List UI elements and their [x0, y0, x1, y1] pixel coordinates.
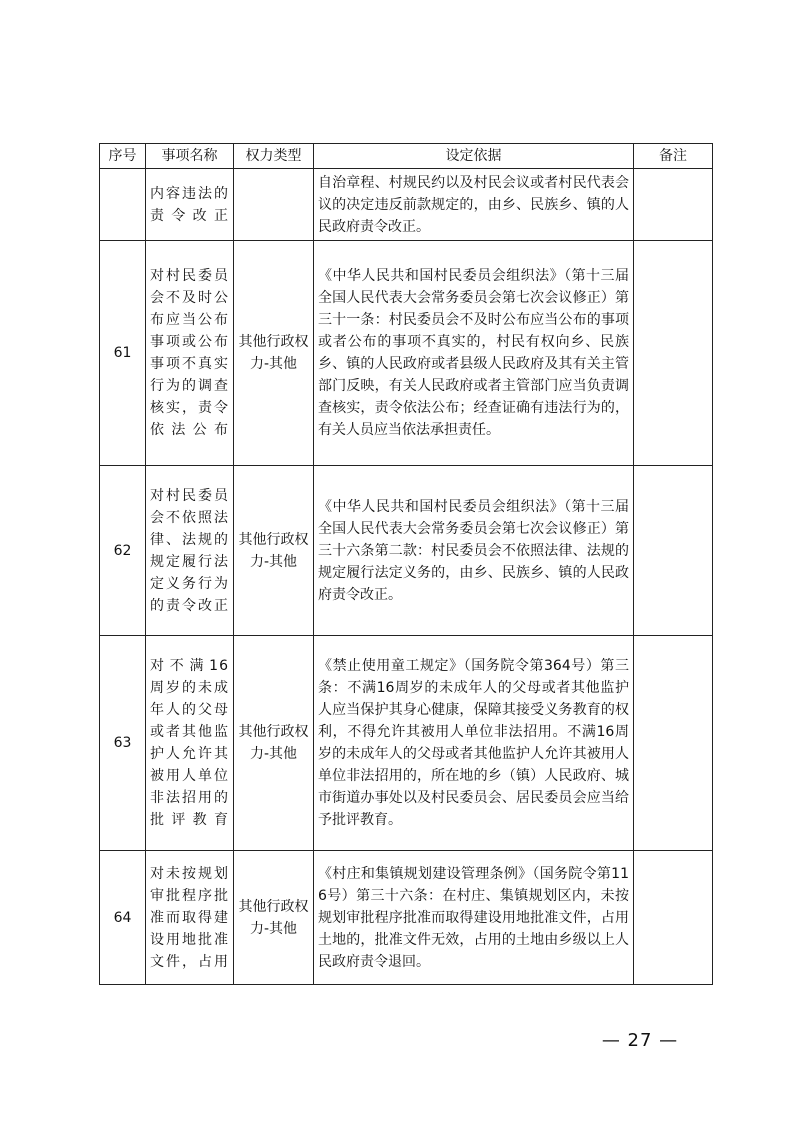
row-power-type [234, 169, 314, 241]
table-row [100, 466, 713, 636]
row-legal-basis: 《中华人民共和国村民委员会组织法》（第十三届全国人民代表大会常务委员会第七次会议修正）第三十六条第二款：村民委员会不依照法律、法规的规定履行法定义务的，由乡、民族乡、镇的人民政府责令改正。 [314, 466, 634, 636]
row-item-name: 对村民委员会不依照法律、法规的规定履行法定义务行为的责令改正 [146, 466, 234, 636]
row-remarks [634, 466, 713, 636]
table-row [100, 851, 713, 985]
row-legal-basis: 《村庄和集镇规划建设管理条例》（国务院令第116号）第三十六条：在村庄、集镇规划区内，未按规划审批程序批准而取得建设用地批准文件，占用土地的，批准文件无效，占用的土地由乡级以上人民政府责令退回。 [314, 851, 634, 985]
row-item-name: 内容违法的责令改正 [146, 169, 234, 241]
row-legal-basis: 《禁止使用童工规定》（国务院令第364号）第三条：不满16周岁的未成年人的父母或者其他监护人应当保护其身心健康，保障其接受义务教育的权利，不得允许其被用人单位非法招用。不满16周岁的未成年人的父母或者其他监护人允许其被用人单位非法招用的，所在地的乡（镇）人民政府、城市街道办事处以及村民委员会、居民委员会应当给予批评教育。 [314, 636, 634, 851]
row-no: 63 [100, 636, 146, 851]
regulation-table [99, 143, 713, 985]
row-no: 64 [100, 851, 146, 985]
header-row [100, 144, 713, 169]
row-power-type: 其他行政权力-其他 [234, 636, 314, 851]
row-legal-basis: 《中华人民共和国村民委员会组织法》（第十三届全国人民代表大会常务委员会第七次会议修正）第三十一条：村民委员会不及时公布应当公布的事项或者公布的事项不真实的，村民有权向乡、民族乡、镇的人民政府或者县级人民政府及其有关主管部门反映，有关人民政府或者主管部门应当负责调查核实，责令依法公布；经查证确有违法行为的，有关人员应当依法承担责任。 [314, 241, 634, 466]
row-item-name: 对不满16周岁的未成年人的父母或者其他监护人允许其被用人单位非法招用的批评教育 [146, 636, 234, 851]
row-power-type: 其他行政权力-其他 [234, 466, 314, 636]
row-power-type: 其他行政权力-其他 [234, 241, 314, 466]
row-remarks [634, 636, 713, 851]
table-row [100, 241, 713, 466]
row-item-name: 对未按规划审批程序批准而取得建设用地批准文件，占用 [146, 851, 234, 985]
table-row [100, 636, 713, 851]
header-legal-basis: 设定依据 [314, 144, 634, 169]
row-power-type: 其他行政权力-其他 [234, 851, 314, 985]
row-no [100, 169, 146, 241]
header-item-name: 事项名称 [146, 144, 234, 169]
row-no: 62 [100, 466, 146, 636]
row-remarks [634, 169, 713, 241]
header-remarks: 备注 [634, 144, 713, 169]
row-legal-basis: 自治章程、村规民约以及村民会议或者村民代表会议的决定违反前款规定的，由乡、民族乡、镇的人民政府责令改正。 [314, 169, 634, 241]
page-number: — 27 — [601, 1030, 679, 1051]
row-remarks [634, 851, 713, 985]
header-power-type: 权力类型 [234, 144, 314, 169]
header-no: 序号 [100, 144, 146, 169]
table-row [100, 169, 713, 241]
row-no: 61 [100, 241, 146, 466]
row-remarks [634, 241, 713, 466]
row-item-name: 对村民委员会不及时公布应当公布事项或公布事项不真实行为的调查核实，责令依法公布 [146, 241, 234, 466]
